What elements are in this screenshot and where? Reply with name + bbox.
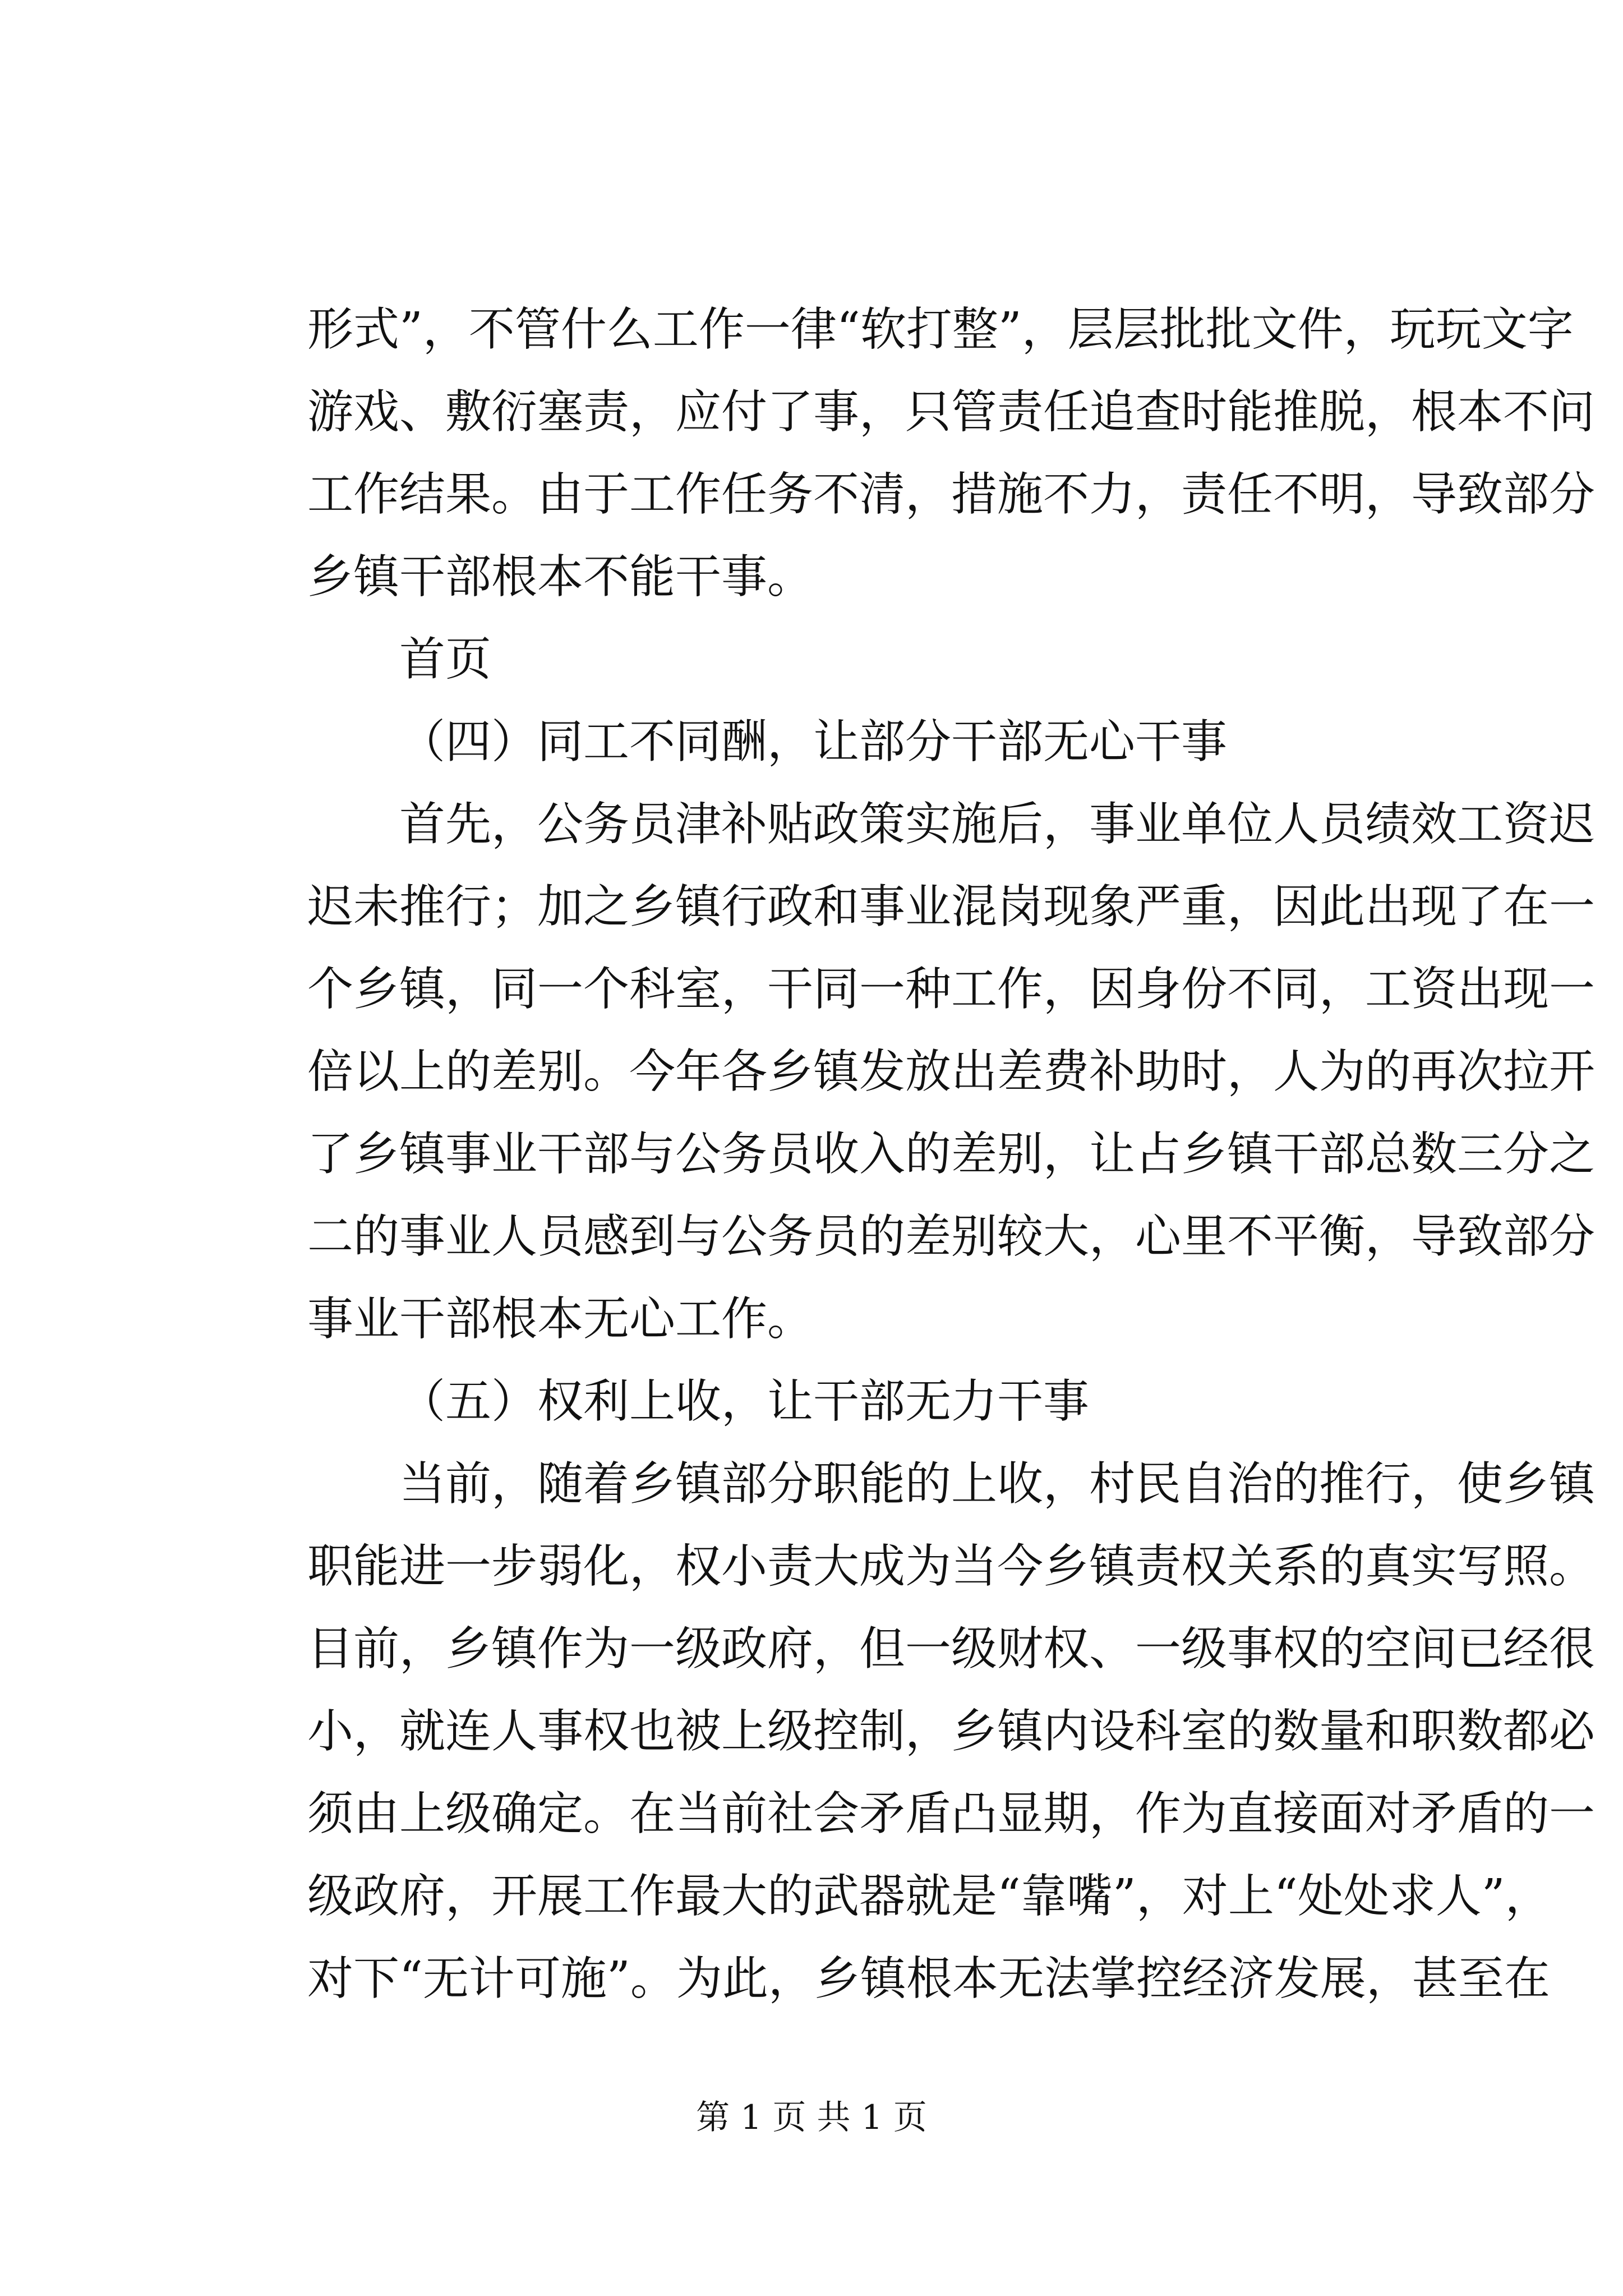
text-line: 小，就连人事权也被上级控制，乡镇内设科室的数量和职数都必 bbox=[307, 1705, 1596, 1758]
text-line: 须由上级确定。在当前社会矛盾凸显期，作为直接面对矛盾的一 bbox=[307, 1787, 1596, 1841]
text-line: 当前，随着乡镇部分职能的上收，村民自治的推行，使乡镇 bbox=[399, 1457, 1596, 1511]
section-heading: （四）同工不同酬，让部分干部无心干事 bbox=[399, 715, 1228, 769]
text-line: 二的事业人员感到与公务员的差别较大，心里不平衡，导致部分 bbox=[307, 1210, 1596, 1263]
text-line: 个乡镇，同一个科室，干同一种工作，因身份不同，工资出现一 bbox=[307, 963, 1596, 1016]
text-line: 事业干部根本无心工作。 bbox=[307, 1292, 814, 1346]
text-line: 首页 bbox=[399, 633, 492, 686]
text-line: 工作结果。由于工作任务不清，措施不力，责任不明，导致部分 bbox=[307, 468, 1596, 521]
text-line: 迟未推行；加之乡镇行政和事业混岗现象严重，因此出现了在一 bbox=[307, 880, 1596, 933]
text-line: 首先，公务员津补贴政策实施后，事业单位人员绩效工资迟 bbox=[399, 798, 1596, 851]
page-footer: 第 1 页 共 1 页 bbox=[696, 2098, 927, 2137]
text-line: 级政府，开展工作最大的武器就是“靠嘴”，对上“处处求人”， bbox=[307, 1870, 1551, 1923]
section-heading: （五）权利上收，让干部无力干事 bbox=[399, 1375, 1090, 1428]
text-line: 乡镇干部根本不能干事。 bbox=[307, 550, 814, 604]
text-line: 目前，乡镇作为一级政府，但一级财权、一级事权的空间已经很 bbox=[307, 1622, 1596, 1676]
text-line: 对下“无计可施”。为此，乡镇根本无法掌控经济发展，甚至在 bbox=[307, 1952, 1550, 2005]
text-line: 倍以上的差别。今年各乡镇发放出差费补助时，人为的再次拉开 bbox=[307, 1045, 1596, 1098]
text-line: 了乡镇事业干部与公务员收入的差别，让占乡镇干部总数三分之 bbox=[307, 1128, 1596, 1181]
text-line: 形式”，不管什么工作一律“软打整”，层层批批文件，玩玩文字 bbox=[307, 303, 1574, 356]
text-line: 职能进一步弱化，权小责大成为当今乡镇责权关系的真实写照。 bbox=[307, 1540, 1596, 1593]
document-body bbox=[307, 288, 1596, 2020]
text-line: 游戏、敷衍塞责，应付了事，只管责任追查时能推脱，根本不问 bbox=[307, 385, 1596, 439]
